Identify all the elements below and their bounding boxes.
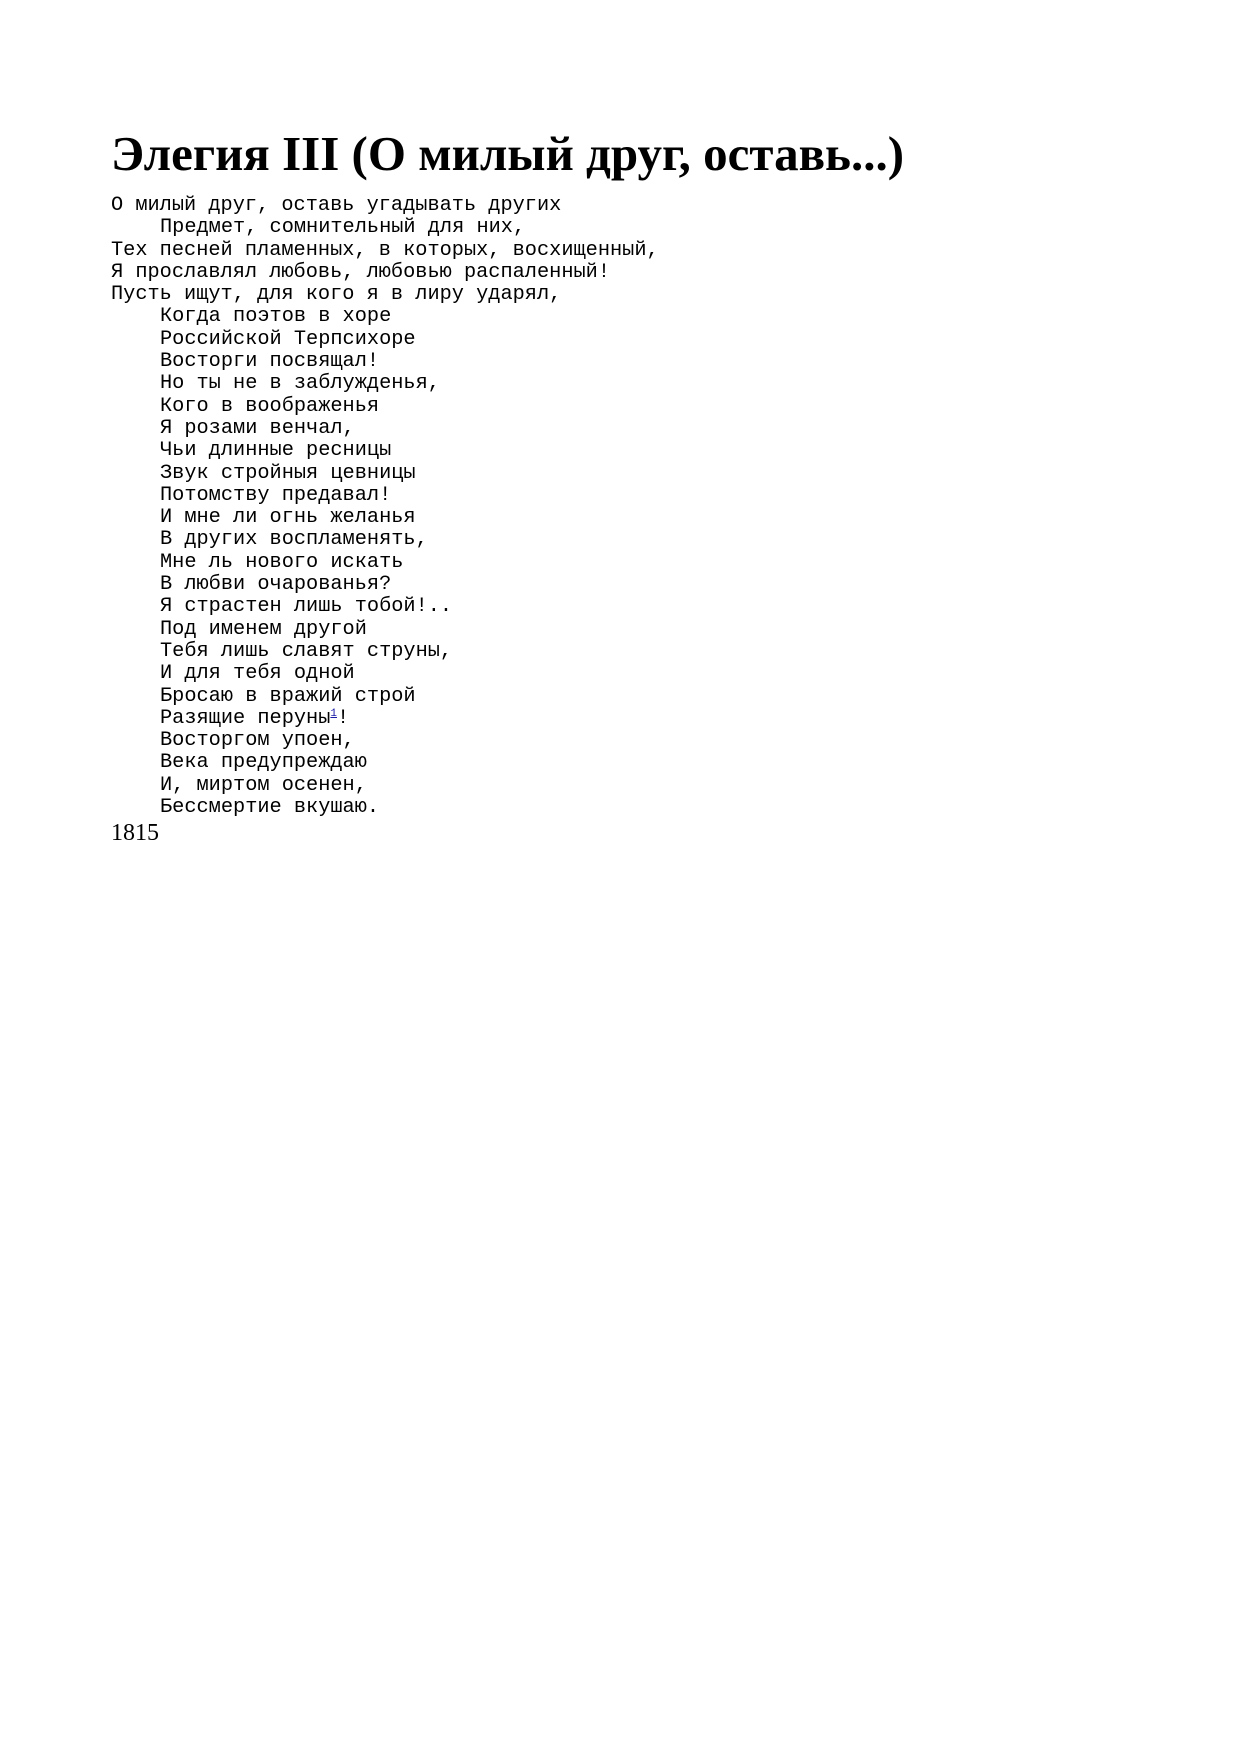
poem-line-text: Восторгом упоен, bbox=[160, 729, 355, 753]
poem-line-text: Потомству предавал! bbox=[160, 483, 392, 507]
poem-line bbox=[111, 306, 1171, 328]
poem-line bbox=[111, 775, 1171, 797]
poem-year: 1815 bbox=[111, 820, 159, 847]
poem-line-text: Предмет, сомнительный для них, bbox=[160, 216, 526, 240]
poem-line bbox=[111, 574, 1171, 596]
poem-line bbox=[111, 552, 1171, 574]
poem-line bbox=[111, 619, 1171, 641]
document-page bbox=[111, 118, 1171, 847]
poem-line-text: И мне ли огнь желанья bbox=[160, 506, 416, 530]
poem-line bbox=[111, 641, 1171, 663]
poem-line-text: Когда поэтов в хоре bbox=[160, 305, 392, 329]
poem-line-text: Кого в воображенья bbox=[160, 394, 380, 418]
poem-line-text: Мне ль нового искать bbox=[160, 550, 404, 574]
poem-line bbox=[111, 284, 1171, 306]
poem-line-text: Разящие перуны bbox=[160, 706, 331, 730]
poem-line bbox=[111, 463, 1171, 485]
poem-line-text: Но ты не в заблужденья, bbox=[160, 372, 440, 396]
poem-line-text: Я страстен лишь тобой!.. bbox=[160, 595, 453, 619]
poem-line bbox=[111, 440, 1171, 462]
poem-line bbox=[111, 730, 1171, 752]
poem-body bbox=[111, 195, 1171, 819]
poem-line bbox=[111, 663, 1171, 685]
poem-line bbox=[111, 507, 1171, 529]
poem-line bbox=[111, 708, 1171, 730]
poem-line-text: О милый друг, оставь угадывать других bbox=[111, 194, 562, 217]
poem-line-text: В любви очарованья? bbox=[160, 573, 392, 597]
poem-line-text: Пусть ищут, для кого я в лиру ударял, bbox=[111, 283, 562, 307]
poem-line-text: И, миртом осенен, bbox=[160, 773, 367, 797]
poem-line bbox=[111, 752, 1171, 774]
poem-line bbox=[111, 529, 1171, 551]
poem-line-text: В других воспламенять, bbox=[160, 528, 428, 552]
page-title: Элегия III (О милый друг, оставь...) bbox=[111, 126, 905, 181]
poem-line bbox=[111, 797, 1171, 819]
poem-line bbox=[111, 418, 1171, 440]
poem-line-punctuation: ! bbox=[337, 706, 350, 730]
poem-line bbox=[111, 396, 1171, 418]
poem-line bbox=[111, 240, 1171, 262]
poem-line-text: Я прославлял любовь, любовью распаленный! bbox=[111, 260, 610, 284]
poem-line-text: Чьи длинные ресницы bbox=[160, 439, 392, 463]
poem-line bbox=[111, 195, 1171, 217]
poem-line bbox=[111, 351, 1171, 373]
poem-line bbox=[111, 262, 1171, 284]
poem-line-text: И для тебя одной bbox=[160, 662, 355, 686]
poem-line-text: Тебя лишь славят струны, bbox=[160, 639, 453, 663]
poem-line-text: Под именем другой bbox=[160, 617, 367, 641]
poem-line-text: Века предупреждаю bbox=[160, 751, 367, 775]
poem-line bbox=[111, 373, 1171, 395]
poem-line-text: Тех песней пламенных, в которых, восхищенный, bbox=[111, 238, 659, 262]
poem-line-text: Бросаю в вражий строй bbox=[160, 684, 416, 708]
poem-line-text: Российской Терпсихоре bbox=[160, 327, 416, 351]
footnote-link[interactable]: 1 bbox=[330, 707, 337, 720]
poem-line bbox=[111, 596, 1171, 618]
poem-line bbox=[111, 329, 1171, 351]
poem-line-text: Восторги посвящал! bbox=[160, 350, 380, 374]
poem-line bbox=[111, 686, 1171, 708]
poem-line-text: Я розами венчал, bbox=[160, 416, 355, 440]
poem-line-text: Бессмертие вкушаю. bbox=[160, 796, 380, 820]
poem-line bbox=[111, 485, 1171, 507]
poem-line-text: Звук стройныя цевницы bbox=[160, 461, 416, 485]
poem-line bbox=[111, 217, 1171, 239]
